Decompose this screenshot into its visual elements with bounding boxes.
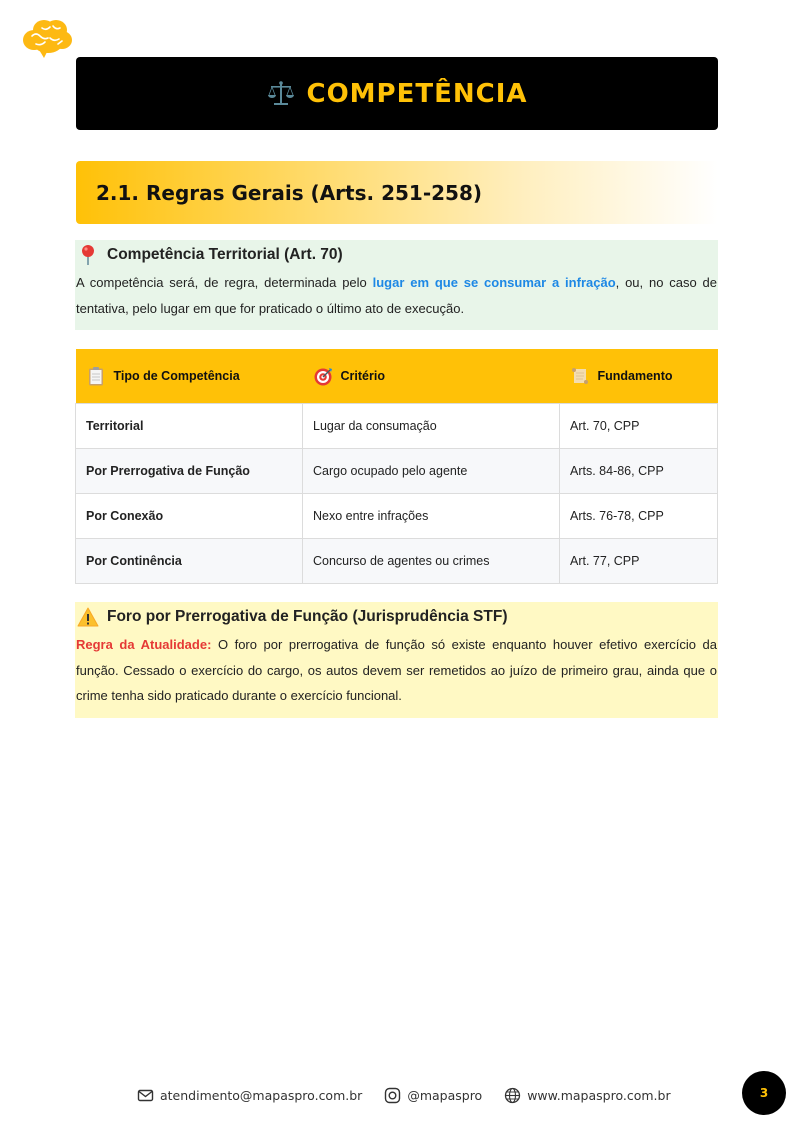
cell-tipo: Por Prerrogativa de Função <box>76 449 303 494</box>
mail-icon <box>137 1087 154 1104</box>
territorial-text-after: , ou, no caso de tentativa, pelo lugar em que for praticado o último ato de execução. <box>76 275 718 316</box>
territorial-highlight: lugar em que se consumar a infração <box>372 275 616 290</box>
footer-website[interactable] <box>504 1087 670 1104</box>
column-label-tipo: Tipo de Competência <box>113 369 240 383</box>
table-row <box>76 404 718 449</box>
cell-fundamento: Arts. 76-78, CPP <box>560 494 718 539</box>
footer-instagram[interactable] <box>384 1087 482 1104</box>
foro-rule-text: O foro por prerrogativa de função só existe enquanto houver efetivo exercício da função. Cessado o exercício do cargo, os autos devem ser remetidos ao juízo de primeiro grau, ainda que o crime tenha sido praticado durante o exercício funcional. <box>76 637 718 703</box>
footer-email-text: atendimento@mapaspro.com.br <box>160 1088 363 1103</box>
column-label-criterio: Critério <box>340 369 385 383</box>
territorial-info-box <box>75 240 718 330</box>
target-icon <box>313 366 333 386</box>
column-header-tipo <box>76 349 303 404</box>
cell-tipo: Por Continência <box>76 539 303 584</box>
territorial-box-header <box>75 240 718 270</box>
foro-warning-box <box>75 602 718 718</box>
pin-icon <box>77 244 99 266</box>
column-header-criterio <box>303 349 560 404</box>
foro-rule-label: Regra da Atualidade: <box>76 637 212 652</box>
table-row <box>76 449 718 494</box>
chapter-banner <box>76 57 718 130</box>
cell-tipo: Por Conexão <box>76 494 303 539</box>
column-header-fundamento <box>560 349 718 404</box>
instagram-icon <box>384 1087 401 1104</box>
foro-box-title: Foro por Prerrogativa de Função (Jurisprudência STF) <box>107 608 508 625</box>
clipboard-icon <box>86 366 106 386</box>
section-header <box>76 161 718 224</box>
cell-fundamento: Art. 77, CPP <box>560 539 718 584</box>
territorial-box-text <box>75 270 718 321</box>
page-number-badge: 3 <box>742 1071 786 1115</box>
footer-website-text: www.mapaspro.com.br <box>527 1088 671 1103</box>
foro-box-header <box>75 602 718 632</box>
table-row <box>76 539 718 584</box>
cell-criterio: Lugar da consumação <box>303 404 560 449</box>
warning-icon <box>77 606 99 628</box>
cell-criterio: Concurso de agentes ou crimes <box>303 539 560 584</box>
footer-contacts <box>137 1087 693 1104</box>
table-header-row <box>76 349 718 404</box>
foro-box-text <box>75 632 718 709</box>
competence-table <box>75 349 718 584</box>
brain-logo-icon <box>20 16 74 60</box>
column-label-fundamento: Fundamento <box>597 369 673 383</box>
scales-icon <box>266 80 296 108</box>
cell-criterio: Cargo ocupado pelo agente <box>303 449 560 494</box>
territorial-box-title: Competência Territorial (Art. 70) <box>107 246 343 263</box>
globe-icon <box>504 1087 521 1104</box>
scroll-icon <box>570 366 590 386</box>
footer-email[interactable] <box>137 1087 362 1104</box>
chapter-title: COMPETÊNCIA <box>306 78 528 109</box>
section-title: 2.1. Regras Gerais (Arts. 251-258) <box>96 180 483 205</box>
cell-fundamento: Art. 70, CPP <box>560 404 718 449</box>
footer-instagram-text: @mapaspro <box>407 1088 483 1103</box>
cell-tipo: Territorial <box>76 404 303 449</box>
territorial-text-before: A competência será, de regra, determinada pelo <box>76 275 373 290</box>
cell-criterio: Nexo entre infrações <box>303 494 560 539</box>
table-row <box>76 494 718 539</box>
cell-fundamento: Arts. 84-86, CPP <box>560 449 718 494</box>
